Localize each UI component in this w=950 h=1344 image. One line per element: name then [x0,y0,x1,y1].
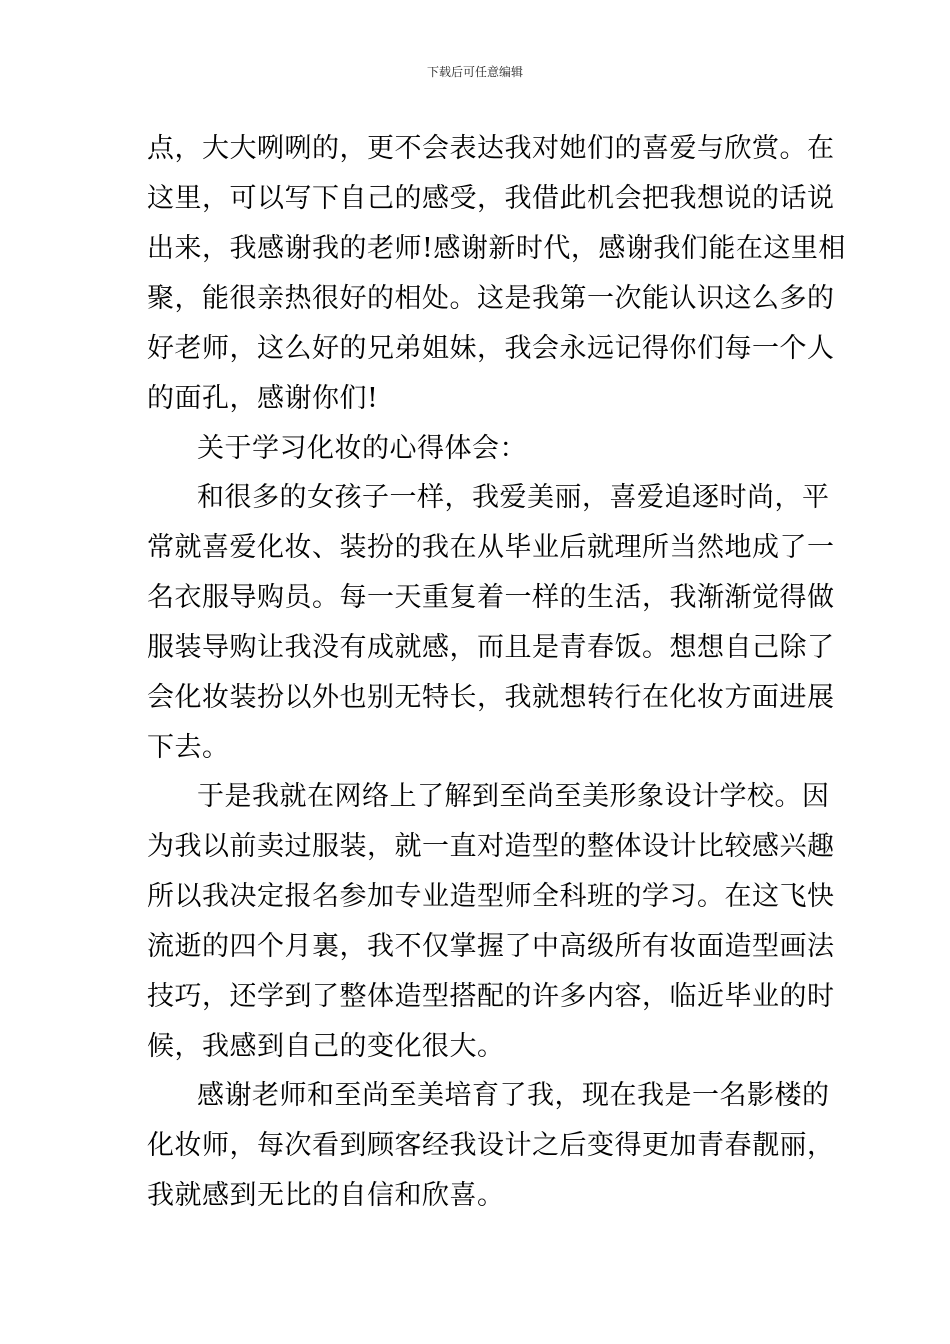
text-line: 好老师，这么好的兄弟姐妹，我会永远记得你们每一个人 [147,333,835,364]
text-line: 于是我就在网络上了解到至尚至美形象设计学校。因 [197,781,830,812]
text-line: 化妆师，每次看到顾客经我设计之后变得更加青春靓丽， [147,1130,835,1161]
text-line: 这里，可以写下自己的感受，我借此机会把我想说的话说 [147,183,835,214]
text-line: 候，我感到自己的变化很大。 [147,1031,505,1062]
text-line: 的面孔，感谢你们! [147,383,379,414]
page-header: 下载后可任意编辑 [426,65,523,79]
text-line: 下去。 [147,732,230,763]
text-line: 技巧，还学到了整体造型搭配的许多内容，临近毕业的时 [147,981,835,1012]
text-line: 所以我决定报名参加专业造型师全科班的学习。在这飞快 [147,881,835,912]
text-line: 流逝的四个月裏，我不仅掌握了中高级所有妆面造型画法 [147,931,835,962]
text-line: 会化妆装扮以外也别无特长，我就想转行在化妆方面进展 [147,682,835,713]
text-line: 和很多的女孩子一样，我爱美丽，喜爱追逐时尚，平 [197,482,830,513]
text-line: 出来，我感谢我的老师!感谢新时代，感谢我们能在这里相 [147,233,846,264]
text-line: 服装导购让我没有成就感，而且是青春饭。想想自己除了 [147,632,835,663]
section-heading: 关于学习化妆的心得体会： [197,433,527,464]
text-line: 为我以前卖过服装，就一直对造型的整体设计比较感兴趣 [147,831,835,862]
text-line: 我就感到无比的自信和欣喜。 [147,1180,505,1211]
text-line: 常就喜爱化妆、装扮的我在从毕业后就理所当然地成了一 [147,532,835,563]
text-line: 聚，能很亲热很好的相处。这是我第一次能认识这么多的 [147,283,835,314]
text-line: 感谢老师和至尚至美培育了我，现在我是一名影楼的 [197,1080,830,1111]
text-line: 点，大大咧咧的，更不会表达我对她们的喜爱与欣赏。在 [147,133,835,164]
text-line: 名衣服导购员。每一天重复着一样的生活，我渐渐觉得做 [147,582,835,613]
